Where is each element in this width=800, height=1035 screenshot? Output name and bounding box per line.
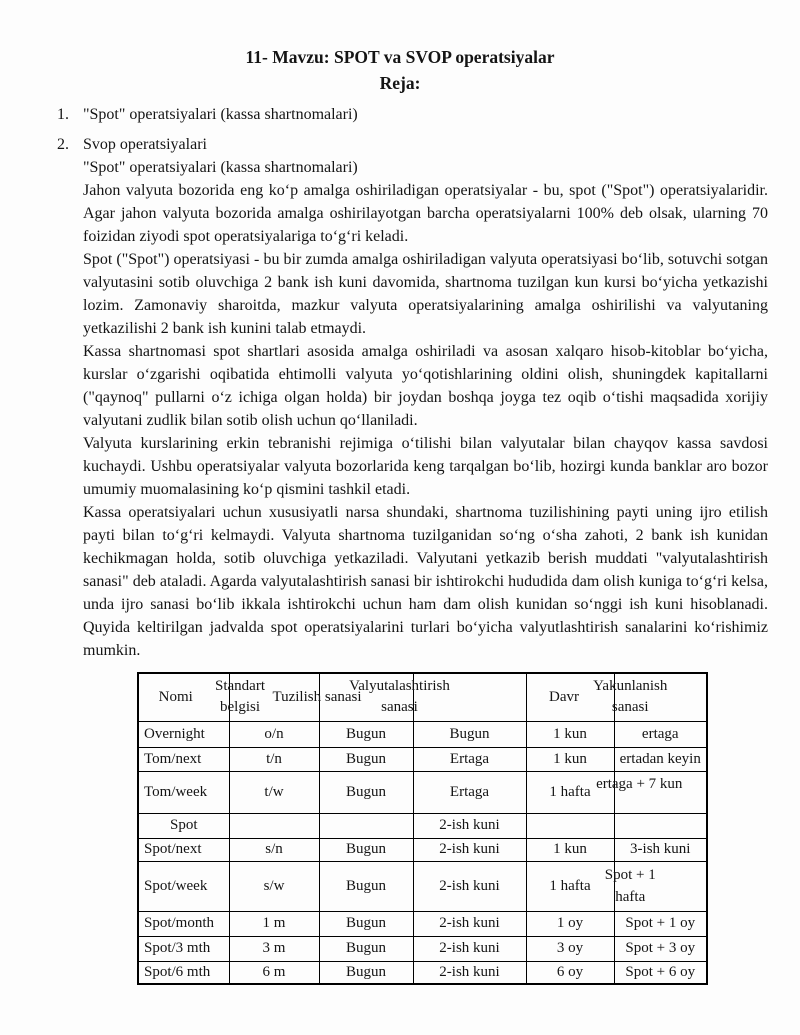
table-cell [319, 861, 413, 911]
table-cell-text: 1 kun [553, 725, 587, 742]
table-cell-text: 6 m [262, 963, 286, 980]
table-row [138, 747, 707, 771]
list-item-text: "Spot" operatsiyalari (kassa shartnomalari) [83, 106, 358, 123]
table-cell-text: Bugun [449, 725, 490, 742]
table-cell-text: 1 kun [553, 841, 587, 857]
table-cell [526, 838, 614, 861]
table-cell-text: s/w [263, 877, 285, 894]
table-cell-text: Tom/week [144, 783, 208, 800]
column-header: Davr [526, 673, 614, 721]
table-cell-text: Spot/next [144, 841, 202, 857]
table-cell [229, 936, 319, 961]
table-cell-text: Spot/3 mth [144, 940, 211, 956]
table-cell-text: 1 oy [556, 915, 584, 931]
table-cell [138, 936, 229, 961]
table-cell [413, 721, 526, 747]
table-cell-text: 1 m [262, 915, 286, 931]
plan-list [0, 103, 800, 179]
table-cell [138, 838, 229, 861]
table-row [138, 861, 707, 911]
table-cell-text: Spot + 1 oy [625, 915, 696, 931]
column-header: Standart belgisi [229, 673, 319, 721]
table-cell-text: ertaga [641, 725, 679, 742]
table-cell [413, 911, 526, 936]
title-block [0, 44, 800, 96]
table-cell-text: 1 hafta [549, 783, 591, 800]
table-cell [413, 961, 526, 984]
table-header [138, 673, 707, 721]
table-cell-text: 3 m [262, 940, 286, 956]
paragraph: Valyuta kurslarining erkin tebranishi rejimiga o‘tilishi bilan valyutalar bilan chayqov kassa savdosi kuchaydi. Ushbu operatsiyalar valyuta bozorlarida keng tarqalgan bo‘lib, hozirgi kunda banklar aro bozor umumiy muomalasining ko‘p qismini tashkil etadi. [83, 435, 768, 498]
table-cell-text: 3-ish kuni [630, 841, 691, 857]
table-cell [413, 838, 526, 861]
table-cell [614, 961, 707, 984]
table-cell [526, 936, 614, 961]
table-cell-text: Spot/week [144, 877, 208, 894]
body-text [83, 179, 768, 662]
table-row [138, 936, 707, 961]
table-cell [319, 936, 413, 961]
spot-table-body [138, 721, 707, 984]
table-cell-text: 1 kun [553, 750, 587, 767]
table-cell [319, 838, 413, 861]
table-cell-text: 2-ish kuni [439, 963, 500, 980]
list-item [57, 103, 800, 126]
table-row [138, 813, 707, 838]
table-cell [138, 813, 229, 838]
table-header-row [138, 673, 707, 721]
table-cell-text: Ertaga [449, 750, 490, 767]
table-cell [604, 861, 707, 911]
spot-table-wrap [137, 672, 800, 985]
table-cell-text: Bugun [345, 940, 386, 956]
table-cell-text: Spot + 6 oy [625, 963, 696, 980]
table-cell [229, 721, 319, 747]
table-cell [614, 936, 707, 961]
list-item-text [83, 133, 800, 179]
table-cell [319, 911, 413, 936]
table-cell-text: Spot + 1 hafta [604, 867, 656, 905]
table-cell [229, 813, 319, 838]
table-cell-text: 6 oy [556, 963, 584, 980]
table-cell [526, 813, 614, 838]
table-cell [319, 721, 413, 747]
table-cell [614, 747, 707, 771]
table-cell [413, 747, 526, 771]
column-header: Valyutalashtirish sanasi [413, 673, 526, 721]
table-cell [138, 771, 229, 813]
list-item [57, 133, 800, 179]
table-cell [319, 813, 413, 838]
table-cell-text: t/n [266, 750, 282, 767]
column-header: Tuzilish sanasi [319, 673, 413, 721]
table-cell-text: 2-ish kuni [439, 817, 500, 833]
table-cell [614, 721, 707, 747]
table-cell [596, 771, 707, 813]
page-subtitle: Reja: [379, 73, 421, 93]
table-cell-text: ertadan keyin [619, 750, 701, 767]
paragraph: Kassa operatsiyalari uchun xususiyatli narsa shundaki, shartnoma tuzilishining payti uning ijro etilish payti bilan to‘g‘ri kelmaydi. Valyuta shartnoma tuzilganidan so‘ng o‘sha zahoti, 2 bank ish kunidan kechikmagan holda, sotib oluvchiga yetkaziladi. Valyutani yetkazib berish muddati "valyutalashtirish sanasi" deb ataladi. Agarda valyutalashtirish sanasi bir ishtirokchi hududida dam olish kuniga to‘g‘ri kelsa, unda ijro sanasi bo‘lib ikkala ishtirokchi uchun ham dam olish kunidan so‘nggi ish kuni hisoblanadi. Quyida keltirilgan jadvalda spot operatsiyalarini turlari bo‘yicha valyutlashtirish sanalarini ko‘rishimiz mumkin. [83, 504, 768, 659]
table-cell [138, 721, 229, 747]
table-cell [526, 911, 614, 936]
table-cell-text: 1 hafta [549, 877, 591, 894]
list-item-line: "Spot" operatsiyalari (kassa shartnomalari) [83, 159, 358, 176]
table-cell-text: Bugun [345, 915, 386, 931]
table-cell-text: t/w [264, 783, 284, 800]
table-cell [138, 911, 229, 936]
table-cell [413, 813, 526, 838]
table-cell-text: 3 oy [556, 940, 584, 956]
column-header: Yakunlanish sanasi [614, 673, 707, 721]
page-title: 11- Mavzu: SPOT va SVOP operatsiyalar [245, 47, 555, 67]
table-cell-text: Bugun [345, 750, 386, 767]
table-row [138, 771, 707, 813]
table-cell-text: 2-ish kuni [439, 877, 500, 894]
table-cell [413, 936, 526, 961]
table-row [138, 838, 707, 861]
paragraph: Spot ("Spot") operatsiyasi - bu bir zumda amalga oshiriladigan valyuta operatsiyasi bo‘lib, sotuvchi sotgan valyutasini sotib oluvchiga 2 bank ish kuni davomida, shartnoma tuzilgan kun kursi bo‘yicha yetkazishi lozim. Zamonaviy sharoitda, mazkur valyuta operatsiyalarining amalga oshirilishi va valyutaning yetkazilishi 2 bank ish kunini talab etmaydi. [83, 251, 768, 337]
table-cell-text: 2-ish kuni [439, 915, 500, 931]
table-cell [229, 861, 319, 911]
table-cell-text: Spot/6 mth [144, 963, 211, 980]
table-row [138, 961, 707, 984]
table-cell-text: Tom/next [144, 750, 202, 767]
table-cell [229, 961, 319, 984]
table-cell [319, 747, 413, 771]
list-item-line: Svop operatsiyalari [83, 136, 207, 153]
table-cell [229, 911, 319, 936]
table-cell [526, 747, 614, 771]
table-cell-text: Ertaga [449, 783, 490, 800]
table-cell [614, 813, 707, 838]
table-cell-text: 2-ish kuni [439, 841, 500, 857]
list-item-number: 2. [57, 136, 69, 153]
table-cell-text: Spot/month [144, 915, 215, 931]
paragraph: Kassa shartnomasi spot shartlari asosida amalga oshiriladi va asosan xalqaro hisob-kitoblar bo‘yicha, kurslar o‘zgarishi oqibatida ehtimolli valyuta yo‘qotishlarining oldini olish, shuningdek kapitallarni ("qaynoq" pullarni o‘z ichiga olgan holda) bir joydan boshqa joyga tez oqib o‘tishi maqsadida xorijiy valyutani zudlik bilan sotib olish uchun qo‘llaniladi. [83, 343, 768, 429]
table-cell-text: Overnight [144, 725, 205, 742]
table-cell-text: Bugun [345, 725, 386, 742]
table-cell [138, 961, 229, 984]
table-cell [229, 771, 319, 813]
table-cell [413, 861, 526, 911]
table-cell-text: Bugun [345, 877, 386, 894]
table-cell-text: s/n [265, 841, 283, 857]
table-cell-text: Bugun [345, 841, 386, 857]
paragraph: Jahon valyuta bozorida eng ko‘p amalga oshiriladigan operatsiyalar - bu, spot ("Spot") operatsiyalaridir. Agar jahon valyuta bozorida amalga oshirilayotgan barcha operatsiyalarni 100% deb olsak, ularning 70 foizidan ziyodi spot operatsiyalariga to‘g‘ri keladi. [83, 182, 768, 245]
table-cell-text: Spot [169, 817, 198, 833]
table-cell-text: Spot + 3 oy [625, 940, 696, 956]
table-cell-text: 2-ish kuni [439, 940, 500, 956]
table-cell [413, 771, 526, 813]
table-cell [229, 838, 319, 861]
table-cell-text: Bugun [345, 963, 386, 980]
spot-operations-table [137, 672, 708, 985]
table-cell [319, 961, 413, 984]
table-cell [614, 838, 707, 861]
column-header: Nomi [138, 673, 229, 721]
table-cell [526, 961, 614, 984]
table-cell [138, 747, 229, 771]
table-cell-text: ertaga + 7 kun [596, 775, 683, 792]
table-cell-text: Bugun [345, 783, 386, 800]
table-cell [319, 771, 413, 813]
table-cell [229, 747, 319, 771]
table-cell [614, 911, 707, 936]
table-cell [526, 721, 614, 747]
list-item-number: 1. [57, 106, 69, 123]
table-cell-text: o/n [264, 725, 284, 742]
table-row [138, 721, 707, 747]
table-row [138, 911, 707, 936]
table-cell [138, 861, 229, 911]
